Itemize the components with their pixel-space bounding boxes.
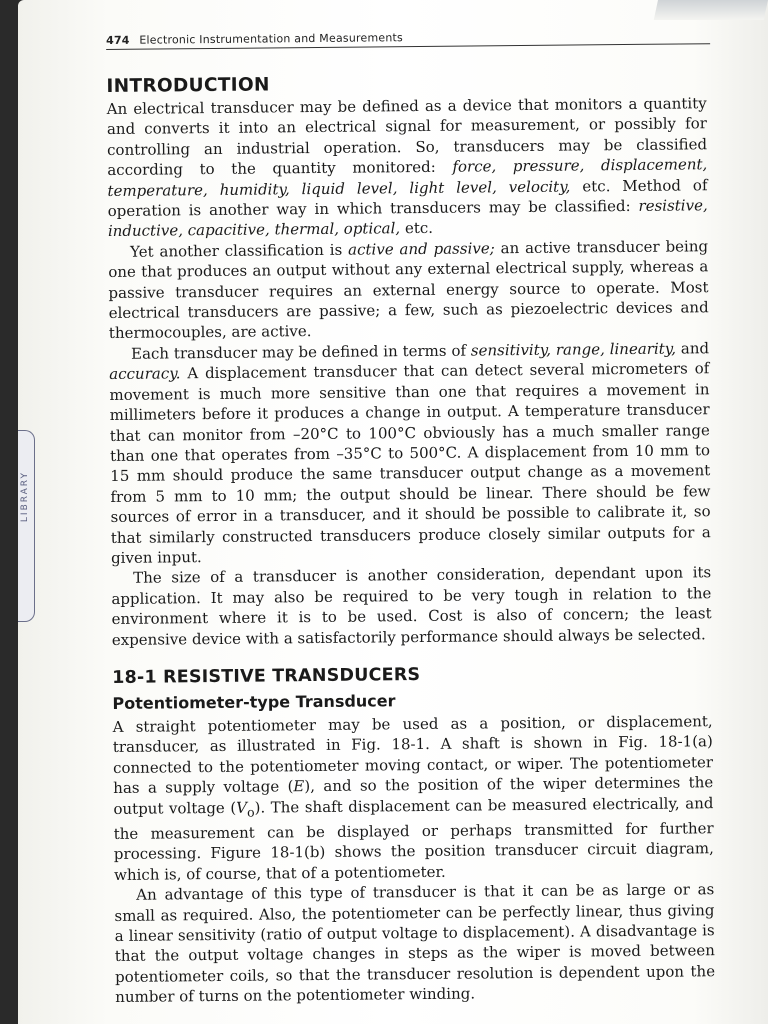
running-head: [106, 28, 710, 50]
running-title: Electronic Instrumentation and Measurements: [139, 31, 403, 47]
library-stamp: [18, 430, 35, 622]
resistive-paragraph-2: An advantage of this type of transducer is that it can be as large or as small as required. Also, the potentiometer can be perfectly linear, thus giving a linear sensitivity (ratio of output voltage to displacement). A disadvantage is that the output voltage changes in steps as the wiper is moved between potentiometer coils, so that the transducer resolution is dependent upon the number of turns on the potentiometer winding.: [114, 880, 716, 1007]
library-stamp-text: LIBRARY: [20, 471, 30, 523]
section-heading-introduction: INTRODUCTION: [106, 74, 270, 97]
page-content: [106, 28, 715, 1007]
intro-paragraph-4: The size of a transducer is another consideration, dependant upon its application. It may also be required to be very tough in relation to the environment where it is to be used. Cost is also of concern; the least expensive device with a satisfactorily performance should always be selected.: [111, 563, 712, 649]
intro-paragraph-3: Each transducer may be defined in terms of sensitivity, range, linearity, and accuracy. A displacement transducer that can detect several micrometers of movement is much more sensitive than one that requires a movement in millimeters before it produces a change in output. A temperature transducer that can monitor from –20°C to 100°C obviously has a much smaller range than one that operates from –35°C to 500°C. A displacement from 10 mm to 15 mm should produce the same transducer output change as a movement from 5 mm to 10 mm; the output should be linear. There should be few sources of error in a transducer, and it should be possible to calibrate it, so that similarly constructed transducers produce closely similar outputs for a given input.: [109, 339, 711, 567]
intro-paragraph-2: Yet another classification is active and passive; an active transducer being one that produces an output without any external electrical supply, whereas a passive transducer requires an external energy source to operate. Most electrical transducers are passive; a few, such as piezoelectric devices and thermocouples, are active.: [108, 237, 709, 343]
page-number: 474: [106, 33, 130, 47]
intro-paragraph-1: An electrical transducer may be defined as a device that monitors a quantity and converts it into an electrical signal for measurement, or possibly for controlling an industrial operation. So, transducers may be classified according to the quantity monitored: force, pressure, displacement, temperature, humidity, liquid level, light level, velocity, etc. Method of operation is another way in which transducers may be classified: resistive, inductive, capacitive, thermal, optical, etc.: [106, 94, 708, 241]
book-page: [18, 0, 768, 1024]
resistive-paragraph-1: A straight potentiometer may be used as a position, or displacement, transducer, as illustrated in Fig. 18-1. A shaft is shown in Fig. 18-1(a) connected to the potentiometer moving contact, or wiper. The potentiometer has a supply voltage (E), and so the position of the wiper determines the output voltage $(V_o)$. The shaft displacement can be measured electrically, and the measurement can be displayed or perhaps transmitted for further processing. Figure 18-1(b) shows the position transducer circuit diagram, which is, of course, that of a potentiometer.: [112, 712, 714, 884]
subheading-potentiometer-type: Potentiometer-type Transducer: [112, 691, 396, 713]
section-heading-resistive-transducers: 18-1 RESISTIVE TRANSDUCERS: [112, 664, 421, 688]
